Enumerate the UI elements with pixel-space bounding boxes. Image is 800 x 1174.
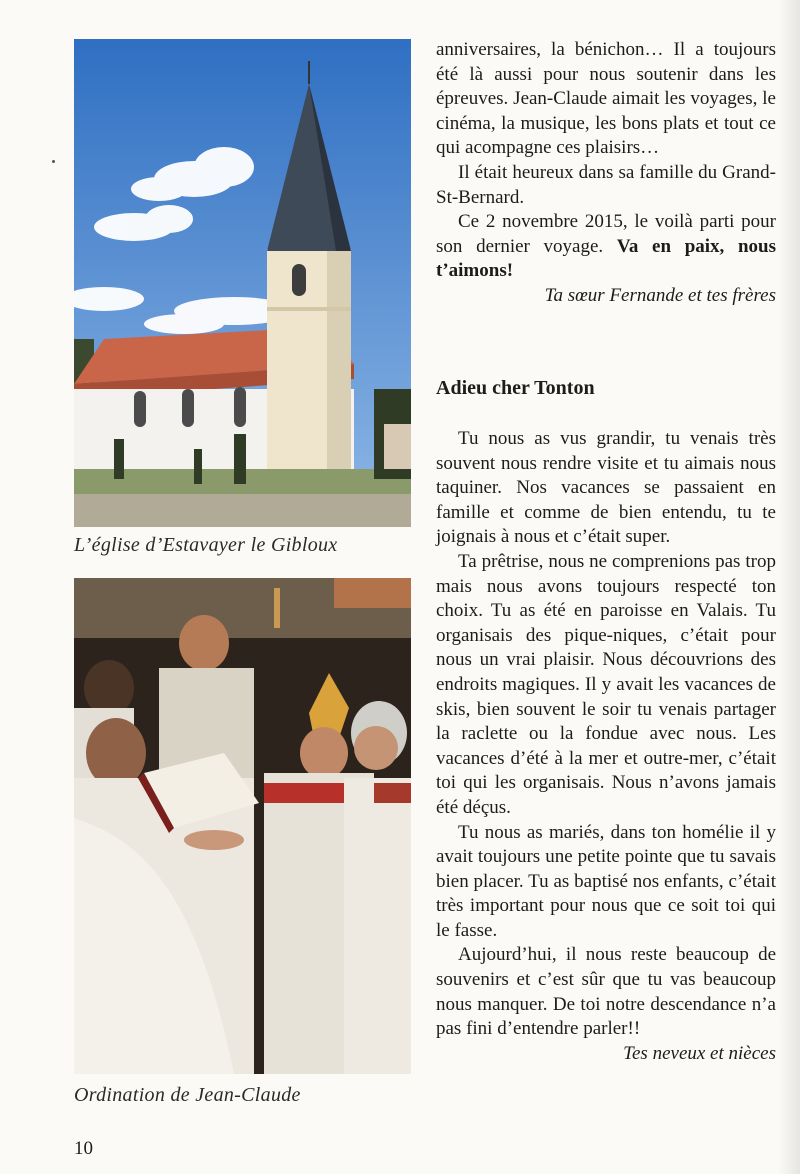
page-number: 10: [74, 1138, 93, 1159]
family-letter-paragraph: [436, 210, 776, 284]
church-photo-caption: L’église d’Estavayer le Gibloux: [74, 534, 338, 556]
print-speck: [52, 160, 55, 163]
nephews-letter-paragraph: Tu nous as mariés, dans ton homélie il y avait toujours une petite pointe que tu savais bien placer. Tu as baptisé nos enfants, c’était très important pour nous que ce soit toi qui le fasse.: [436, 821, 776, 941]
church-photo: [74, 39, 411, 527]
nephews-letter-paragraph: Tu nous as vus grandir, tu venais très souvent nous rendre visite et tu aimais nous taquiner. Nos vacances se passaient en famille et comme de bien entendu, tu te joignais à nous et c’était super.: [436, 428, 776, 548]
church-photo-illustration: [74, 39, 411, 527]
family-letter-paragraph: anniversaires, la bénichon… Il a toujours été là aussi pour nous soutenir dans les épreuves. Jean-Claude aimait les voyages, le cinéma, la musique, les bons plats et tout ce qui acompagne ces plaisirs…: [436, 39, 776, 159]
family-letter-farewell: Va en paix, nous t’aimons!: [436, 235, 776, 282]
family-letter-text: Ce 2 novembre 2015, le voilà parti pour son dernier voyage.: [436, 211, 776, 257]
page-edge-shadow: [778, 0, 800, 1174]
family-letter-signature: Ta sœur Fernande et tes frères: [544, 284, 776, 306]
nephews-letter-signature: Tes neveux et nièces: [623, 1042, 776, 1064]
ordination-photo-illustration: [74, 578, 411, 1074]
nephews-letter-heading: Adieu cher Tonton: [436, 377, 595, 399]
ordination-photo-caption: Ordination de Jean-Claude: [74, 1084, 301, 1106]
nephews-letter-paragraph: Ta prêtrise, nous ne comprenions pas trop mais nous avons toujours respecté ton choix. Tu as été en paroisse en Valais. Tu organisais des pique-niques, c’était pour nous un vrai plaisir. Nous découvrions des endroits magiques. Il y avait les vacances de skis, bien souvent le soir tu venais partager la raclette ou la fondue avec nous. Les vacances d’été à la mer et outre-mer, c’était toi qui les organisais. Nous n’avons jamais été déçus.: [436, 550, 776, 818]
family-letter: [436, 38, 776, 309]
ordination-photo: [74, 578, 411, 1074]
family-letter-paragraph: Il était heureux dans sa famille du Grand-St-Bernard.: [436, 161, 776, 208]
nephews-letter-paragraph: Aujourd’hui, il nous reste beaucoup de souvenirs et c’est sûr que tu vas beaucoup nous manquer. De toi notre descendance n’a pas fini d’entendre parler!!: [436, 944, 776, 1040]
nephews-letter: [436, 427, 776, 1066]
